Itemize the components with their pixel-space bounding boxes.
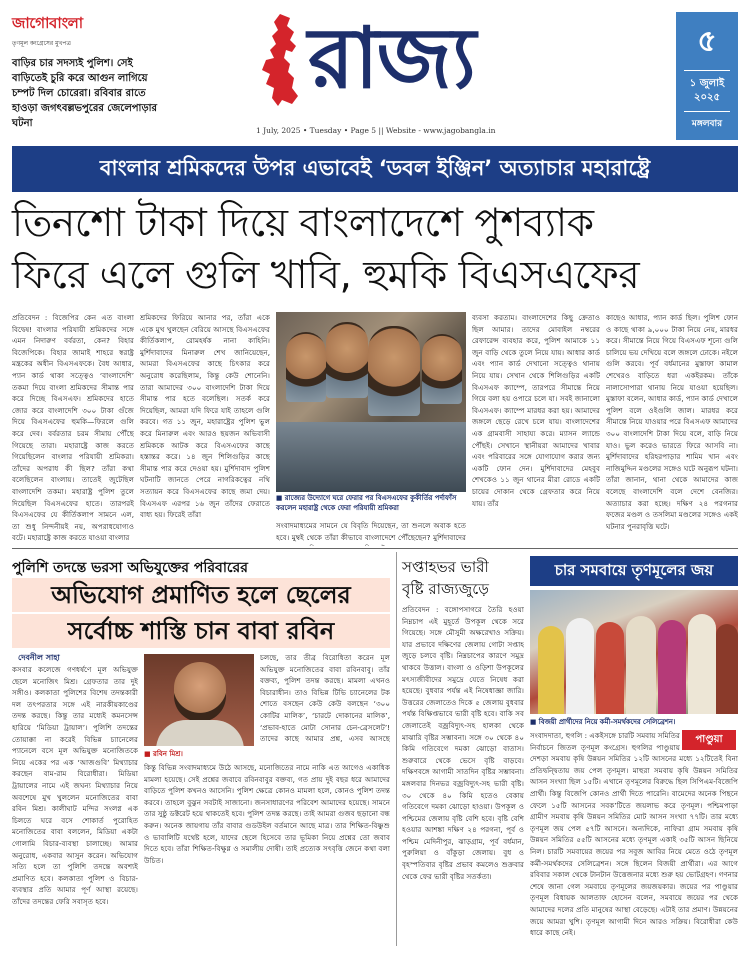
story3-headline-line1: সপ্তাহভর ভারী xyxy=(402,558,489,576)
lead-headline xyxy=(12,198,738,302)
teaser-text: বাড়ির চার সদস্যই পুলিশ। সেই বাড়িতেই চুরি করে আগুন লাগিয়ে চম্পট দিল চোরেরা। রবিবার রাতে হাওড়া জগৎবল্লভপুরের জেলেপাড়ার ঘটনা xyxy=(12,58,157,129)
story3-headline xyxy=(402,556,524,600)
page-number: ৫ xyxy=(697,24,717,59)
story4-photo xyxy=(530,590,738,714)
story2-kicker: পুলিশি তদন্তে ভরসা অভিযুক্তের পরিবারের xyxy=(12,560,248,576)
banner-text: বাংলার শ্রমিকদের উপর এভাবেই ‘ডবল ইঞ্জিন’ অত্যাচার মহারাষ্ট্রে xyxy=(99,155,651,180)
story4-headline: চার সমবায়ে তৃণমূলের জয় xyxy=(554,560,714,579)
lead-headline-line2: ফিরে এলে গুলি খাবি, হুমকি বিএসএফের xyxy=(12,253,640,298)
meta-line: 1 July, 2025 • Tuesday • Page 5 || Website - www.jagobangla.in xyxy=(256,126,496,135)
lead-column-3: সংবাদমাধ্যমের সামনে যে বিবৃতি দিয়েছেন, তা শুনলে অবাক হতে হবে। মুম্বই থেকে তাঁরা কীভাবে বাংলাদেশে পৌঁছেছেন? মুর্শিদাবাদের xyxy=(276,521,466,542)
top-banner xyxy=(12,146,738,192)
robin-photo-caption: ■ রবিন মিশ্র। xyxy=(144,750,183,758)
lead-headline-line1: তিনশো টাকা দিয়ে বাংলাদেশে পুশব্যাক xyxy=(12,201,594,246)
story3-divider xyxy=(396,552,397,946)
lead-column-5: কাছেও আধার, প্যান কার্ড ছিল। পুলিশ ফোন ও কাছে থাকা ৯,০০০ টাকা নিয়ে নেয়, মারধর করে। সীমান্তে নিয়ে গিয়ে বিএসএফ শূন্যে গুলি চালিয়ে ভয় দেখিয়ে বলে জঙ্গলে ঢোকে। নইলে গুলি করবে। পূর্ব বর্ধমানের মুস্তাফা কামাল শেখেরও বাড়িতে ধরা একইরকম। তাঁকে নালাসোপারা থানায় নিয়ে যাওয়া হয়েছিল। মুস্তাফা বলেন, আধার কার্ড, প্যান কার্ড দেখালে পুলিশ বলে ওইগুলি জাল। মারধর করে সীমান্তে নিয়ে যাওয়ার পরে বিএসএফ আমাদের ৩০০ বাংলাদেশি টাকা দিয়ে বলে, বাড়ি নিয়ে যাও। ভুল করেও ভারতে ফিরে আসবি না। মুর্শিদাবাদের হরিহরপাড়ার শামিম খান এবং নাজিমুদ্দিন মণ্ডলের সঙ্গেও ঘটে অনুরূপ ঘটনা। তাঁরা জানান, থানা থেকে আমাদের কাজ বলেছে বাংলাদেশি বলে দেশে বেনজির। অত্যাচার করা হচ্ছে। দক্ষিণ ২৪ পরগনার ফজের মণ্ডল ও তসলিমা মণ্ডলের সঙ্গেও একই ঘটনার পুনরাবৃত্তি ঘটে। xyxy=(606,313,738,531)
story4-location-tag: পাণ্ডুয়া xyxy=(682,730,736,750)
story2-headline-line1: অভিযোগ প্রমাণিত হলে ছেলের xyxy=(12,578,390,612)
story2-body-top: কসবার কলেজে গণধর্ষণে মূল অভিযুক্ত ছেলে মনোজিৎ মিশ্র। গ্রেফতার তার দুই সঙ্গীও। কলকাতা পুলিশের বিশেষ তদন্তকারী দল তৎপরতার সঙ্গে এই নারকীয়কাণ্ডের তদন্ত করছে। কিন্তু তার মধ্যেই কমনসেন্স হারিয়ে ‘মিডিয়া ট্রায়াল’। পুলিশি তদন্তের তোয়াক্কা না করেই বিভিন্ন চ্যানেলের প্যানেলে বসে মূল অভিযুক্ত মনোজিতকে নিয়ে একের পর এক ‘আজগুবি’ মিথ্যাচার করছেন বাম-রাম বিরোধীরা। মিডিয়া ট্রায়ালের নামে এই জঘন্য মিথ্যাচার নিয়ে অবশেষে মুখ খুললেন মনোজিতের বাবা রবিন মিশ্র। কালীঘাট মন্দির সংলগ্ন এক চিলতে ঘরে বসে শোকার্ত পুরোহিত মনোজিতের বাবা বললেন, মিডিয়া একটা গোলামি বিচার-ব্যবস্থা চালাচ্ছে। আমার অনুরোধ, একবার আসুন করেন। অভিযোগ সত্যি হলে তা পুলিশি তদন্তে অবশ্যই প্রমাণিত হবে। কলকাতা পুলিশ ও বিচার-ব্যবস্থার প্রতি আমার পূর্ণ আস্থা রয়েছে। তাঁদের তদন্তের ফেরি সবাসৃত হবে। xyxy=(12,665,138,906)
masthead-title: রাজ্য xyxy=(308,8,475,107)
story2-body-mid: চলছে, তার তীব্র বিরোধিতা করেন মূল অভিযুক্ত মনোজিতের বাবা রবিনবাবু। তাঁর বক্তব্য, পুলিশ তদন্ত করছে। মামলা এখনও বিচারাধীন। তাও বিভিন্ন টিভি চ্যানেলের টক শোতে বসছেন কেউ কেউ বলছেন ‘৩০০ কোটির মালিক’, ‘চারটে দোকানের মালিক’, ‘প্রভাব-হাতে মোটা সোনার চেন-ব্রেসলেট’! তাদের কাছে আমার প্রশ্ন, এসব আসছে xyxy=(260,653,390,744)
lead-column-2: শ্রমিকদের ফিরিয়ে আনার পর, তাঁরা একে একে মুখ খুলছেন বেরিয়ে আসছে বিএসএফের কীর্তিকলাপ, রোমহর্ষক নানা কাহিনি। মুর্শিদাবাদের মিনারুল শেখ জানিয়েছেন, আমরা বিএসএফের কাছে চিৎকার করে অনুরোধ করেছিলাম, কিন্তু কেউ শোনেনি। তারা আমাদের ৩০০ বাংলাদেশি টাকা দিয়ে সীমান্ত পার হতে বলেছিল। সতর্ক করে দিয়েছিল, আমরা যদি ফিরে যাই তাহলে গুলি করবে। গত ১১ জুন, মহারাষ্ট্রের পুলিশ ভুল করে মিনারুল এবং আরও ছয়জন অভিবাসী শ্রমিককে আটক করে বিএসএফের কাছে হস্তান্তর করে। ১৪ জুন শিলিগুড়ির কাছে সীমান্ত পার করে দেওয়া হয়। মুর্শিদাবাদ পুলিশ ঘটনাটি জানতে পেরে নাগরিকত্বের নথি সত্যায়ন করে বিএসএফের কাছে জমা দেয়। বিএসএফ এরপর ১৬ জুন তাঁদের ফেরাতে বাধ্য হয়। ফিরেই তাঁরা xyxy=(140,313,270,520)
robin-photo xyxy=(144,654,254,746)
story3-body: প্রতিবেদন : বঙ্গোপসাগরে তৈরি হওয়া নিম্নচাপ এই মুহূর্তে উপকূল থেকে সরে গিয়েছে। সঙ্গে মৌসুমী অক্ষরেখাও সক্রিয়। যার প্রভাবে দক্ষিণের জেলায় গোটা সপ্তাহ জুড়ে চলবে বৃষ্টি। নিম্নচাপের কারণে সমুদ্র থাকবে উত্তাল। বাংলা ও ওড়িশা উপকূলের মৎস্যজীবীদের সমুদ্রে যেতে নিষেধ করা হয়েছে। বুধবার পর্যন্ত এই নিষেধাজ্ঞা জারি। উত্তরের জেলাতেও দিকে ৫ জেলায় বুধবার পর্যন্ত বিক্ষিপ্তভাবে ভারী বৃষ্টি হবে। বাকি সব জেলাতেই বজ্রবিদ্যুৎ-সহ হালকা থেকে মাঝারি বৃষ্টির সম্ভাবনা। সঙ্গে ৩০ থেকে ৪০ কিমি গতিবেগে দমকা ঝোড়ো বাতাস। শুরুবারে থেকে ভেসে বৃষ্টি বাড়বে। দক্ষিণবঙ্গে আগামী সাতদিন বৃষ্টির সম্ভাবনা। মঙ্গলবার দিনভর বজ্রবিদ্যুৎ-সহ ভারী বৃষ্টি। ৩০ থেকে ৪০ কিমি হতেও বেকায় গতিবেগে দমকা ঝোড়ো হাওয়া। উপকূল ও পশ্চিমের জেলায় বৃষ্টি বেশি হবে। বৃষ্টি বেশি হওয়ার আশঙ্কা দক্ষিণ ২৪ পরগনা, পূর্ব ও পশ্চিম মেদিনীপুর, ঝাড়গ্রাম, পূর্ব বর্ধমান, পুরুলিয়া ও বাঁকুড়া জেলায়। বুধ ও বৃহস্পতিবার বৃষ্টির প্রভাব কমলেও শুক্রবার থেকে ফের ভারী বৃষ্টির সতর্কতা। xyxy=(402,605,524,881)
story3-headline-line2: বৃষ্টি রাজ্যজুড়ে xyxy=(402,580,489,598)
date-line: ১ জুলাই xyxy=(689,78,725,89)
bengal-map-icon xyxy=(252,12,312,108)
story4-body: সংবাদদাতা, হুগলি : একইসঙ্গে চারটি সমবায় সমিতির নির্বাচনে জিতল তৃণমূল কংগ্রেস। হুগলির পাণ্ডুয়ায় দেশড়া সমবায় কৃষি উন্নয়ন সমিতির ১২টি আসনের মধ্যে ১২টিতেই বিনা প্রতিদ্বন্দ্বিতায় জয় পেল তৃণমূল। মাহুরা সমবায় কৃষি উন্নয়ন সমিতির আসন সংখ্যা ছিল ১৫টি। এখানে তৃণমূলের বিরুদ্ধে ছিল সিপিএম-বিজেপি প্রার্থী। কিন্তু বিজেপি কোনও প্রার্থী দিতে পারেনি। বামেদের অনেক পিছনে ফেলে ১৫টি আসনের সবক’টিতে জয়লাভ করে তৃণমূল। পশ্চিমপাড়া গ্রামীণ সমবায় কৃষি উন্নয়ন সমিতির মোট আসন সংখ্যা ৭৭টি। তার মধ্যে তৃণমূল জয় পেল ৫৭টি আসনে। অন্যদিকে, নাফিরা গ্রাম সমবায় কৃষি উন্নয়ন সমিতির ৫৫টি আসনের মধ্যে তৃণমূল একাই ৩৫টি আসন ছিনিয়ে নিল। চারটি সমবায়ের জয়ের পর সবুজ আবির নিয়ে মেতে ওঠে তৃণমূল কর্মী-সমর্থকদের সেলিব্রেশন। সঙ্গে ছিলেন বিজয়ী প্রার্থীরা। এর আগে রবিবার সকাল থেকে টানটান উত্তেজনার মধ্যে শুরু হয় ভোটগ্রহণ। গণনার শেষে জানা গেল সমবায়ে তৃণমূলের জয়জয়কার। জয়ের পর পাণ্ডুয়ার তৃণমূল বিধায়ক আলতাফ হোসেন বলেন, সমবায়ে জয়ের পর থেকে আমাদের দলের প্রতি মানুষের আস্থা বেড়েছে। এটাই তার প্রমাণ। উন্নয়নের জয়ে আমরা খুশি। তৃণমূল আগামী দিনে আরও সক্রিয়। বিরোধীরা কেউ ধারে কাছে নেই। xyxy=(530,731,738,938)
story4-photo-caption: ■ বিজয়ী প্রার্থীদের নিয়ে কর্মী-সমর্থকদের সেলিব্রেশন। xyxy=(530,718,676,726)
story2-byline: দেবনীল সাহা xyxy=(18,653,60,662)
lead-column-4: ব্যবসা করতাম। বাংলাদেশের কিছু ক্রেতাও ছিল আমার। তাদের মোবাইল নম্বরের রেফারেন্স ব্যবহার করে, পুলিশ আমাকে ১১ জুন বাড়ি থেকে তুলে নিয়ে যায়। আধার কার্ড এবং প্যান কার্ড দেখানো সত্ত্বেও থানায় নিয়ে যায়। সেখান থেকে শিলিগুড়ির একটি বিএসএফ ক্যাম্পে, তারপরে সীমান্তে নিয়ে গিয়ে বলা হয় ওপারে চলে যা। সবই জানালো বিএসএফ। ক্যাম্পে মারধর করা হয়। আমাদের জঙ্গলে ছেড়ে রেখে চলে যায়। বাংলাদেশের এক গ্রামবাসী সাহায্য করে। ম্যাসন ল্যান্ডে পৌঁছই। সেখানে স্থানীয়রা আমাদের খাবার এবং পরিবারের সঙ্গে যোগাযোগ করার জন্য একটি ফোন দেন। মুর্শিদাবাদের মেহবুব শেখকেও ১১ জুন থানের মীরা রোডে একটি চায়ের দোকান থেকে গ্রেফতার করে নিয়ে যায়। তাঁর xyxy=(472,313,600,508)
section-divider xyxy=(12,548,738,549)
lead-photo-caption: ■ রাজ্যের উদ্যোগে ঘরে ফেরার পর বিএসএফের কুকীর্তির পর্দাফাঁস করলেন মহারাষ্ট্র থেকে ফেরা পরিযায়ী শ্রমিকরা xyxy=(276,494,457,512)
date-box xyxy=(676,12,738,140)
brand-tagline: তৃণমূল কংগ্রেসের মুখপত্র xyxy=(12,40,71,47)
year: ২০২৫ xyxy=(694,92,720,103)
story4-tag-spacer xyxy=(680,730,738,752)
story2-body-right: কিন্তু বিভিন্ন সংবাদমাধ্যমে উঠে আসছে, মনোজিতের নামে নাকি এত আগেও একাধিক মামলা হয়েছে। সেই প্রশ্নের জবাবে রবিনবাবুর বক্তব্য, গত প্রায় দুই বছর ধরে আমাদের বাড়িতে পুলিশ কখনও আসেনি। পুলিশ ক্ষেত্রে কোনও মামলা হলে, কোনও পুলিশ তদন্ত করবে। তাহলে বুঝুন সবটাই সাজানো। জনসাধারণের পরিবেশ আমাদের হয়েছে। সামনে তার সুষ্ঠু ডক্টরেট হয়ে থাকতেই হবে। পুলিশ তদন্ত করছে। তাই আমরা গুজব ছড়ানো বন্ধ করুন। অনেক জায়গায় তাঁর বাবার গুডউইল বর্তমানে আছে মাত্র। তার শিক্ষিত-বিষ্ণুশু ও ভাবালিটি যথেষ্ট হলে, যাদের ছেলে হিসেবে তার ভূমিকা নিয়ে প্রশ্নের তো জবাব দিতে হবে। তাঁরা শিক্ষিত-বিক্ষুণ্ণ ও সমালীয় দোষী। তাই প্রত্যেক সৎবৃত্তি জেনে কথা বলা উচিত। xyxy=(144,763,390,865)
brand-logo-block xyxy=(12,12,120,50)
lead-column-1: প্রতিবেদন : বিজেপির কেন এত বাংলা বিদ্বেষ! বাংলার পরিযায়ী শ্রমিকদের সঙ্গে এমন নিদারুণ বর্বরতা, কেন? বিহার বিজেপিকে। বিহার জামাই শাহরে স্বরাষ্ট্র মন্ত্রকের অধীন বিএসএফকে। বৈধ আধার, প্যান কার্ড থাকা সত্ত্বেও ‘বাংলাদেশি’ তকমা দিয়ে বাংলা শ্রমিকদের সীমান্ত পার করে দিচ্ছে বিএসএফ। শ্রমিকদের হাতে জোর করে বাংলাদেশি ৩০০ টাকা গুঁজে দিয়ে বিএসএফের হুমকি—ফিরলে গুলি করে দেব। বর্বরতার চরম সীমায় পৌঁছে গিয়েছে তারা। মহারাষ্ট্রে কাজ করতে গিয়েছিলেন বাংলার পরিযায়ী শ্রমিকরা। তাঁদের অপরাধ কী ছিল? তাঁরা কথা বলেছিলেন বাংলায়। তাতেই জুটেছিল বাংলাদেশি তকমা। মহারাষ্ট্র পুলিশ তুলে দিয়েছিল বিএসএফের হাতে। তারপরই বিএসএফের যে কীর্তিকলাপ সামনে এল, তা শুধু নিন্দনীয়ই নয়, অপরাধযোগ্যও বটে। মহারাষ্ট্রে কাজ করতে যাওয়া বাংলার xyxy=(12,313,134,543)
brand-logo: জাগোবাংলা xyxy=(12,14,83,32)
story2-headline-line2: সর্বোচ্চ শাস্তি চান বাবা রবিন xyxy=(12,614,390,648)
weekday: মঙ্গলবার xyxy=(691,119,723,129)
story4-header xyxy=(530,556,738,586)
lead-photo xyxy=(276,312,466,492)
